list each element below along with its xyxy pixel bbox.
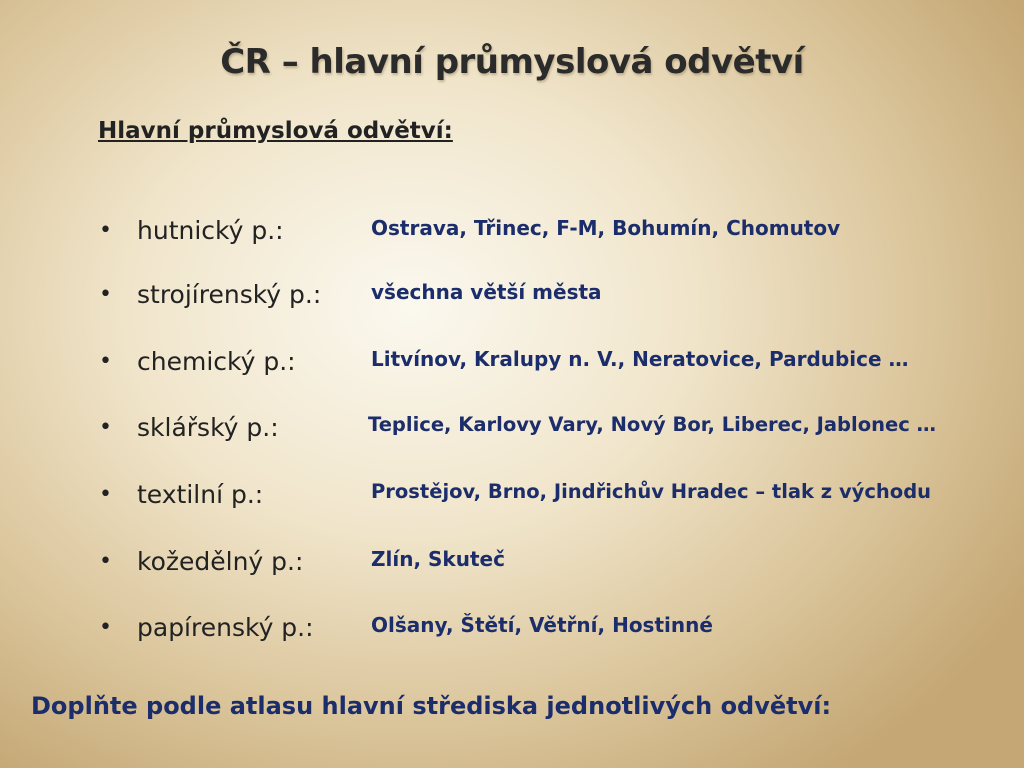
section-heading: Hlavní průmyslová odvětví: bbox=[98, 118, 453, 144]
task-instruction: Doplňte podle atlasu hlavní střediska jednotlivých odvětví: bbox=[31, 692, 832, 720]
list-item bbox=[0, 545, 1024, 585]
bullet-icon: • bbox=[99, 415, 112, 440]
industry-label: chemický p.: bbox=[137, 347, 296, 376]
industry-label: strojírenský p.: bbox=[137, 280, 322, 309]
industry-centers: Ostrava, Třinec, F-M, Bohumín, Chomutov bbox=[371, 216, 841, 240]
bullet-icon: • bbox=[99, 349, 112, 374]
industry-centers: Prostějov, Brno, Jindřichův Hradec – tlak z východu bbox=[371, 480, 932, 503]
bullet-icon: • bbox=[99, 615, 112, 640]
industry-centers: Litvínov, Kralupy n. V., Neratovice, Pardubice … bbox=[371, 347, 909, 371]
list-item bbox=[0, 411, 1024, 451]
industry-label: sklářský p.: bbox=[137, 413, 279, 442]
industry-label: kožedělný p.: bbox=[137, 547, 304, 576]
industry-centers: Teplice, Karlovy Vary, Nový Bor, Liberec, Jablonec … bbox=[368, 413, 937, 436]
industry-centers: všechna větší města bbox=[371, 280, 602, 304]
bullet-icon: • bbox=[99, 549, 112, 574]
bullet-icon: • bbox=[99, 482, 112, 507]
list-item bbox=[0, 345, 1024, 385]
slide-title: ČR – hlavní průmyslová odvětví bbox=[220, 42, 804, 82]
list-item bbox=[0, 611, 1024, 651]
bullet-icon: • bbox=[99, 218, 112, 243]
industry-label: textilní p.: bbox=[137, 480, 264, 509]
list-item bbox=[0, 478, 1024, 518]
industry-centers: Zlín, Skuteč bbox=[371, 547, 505, 571]
industry-label: papírenský p.: bbox=[137, 613, 314, 642]
list-item bbox=[0, 278, 1024, 318]
industry-centers: Olšany, Štětí, Větřní, Hostinné bbox=[371, 613, 713, 637]
industry-label: hutnický p.: bbox=[137, 216, 284, 245]
bullet-icon: • bbox=[99, 282, 112, 307]
list-item bbox=[0, 214, 1024, 254]
